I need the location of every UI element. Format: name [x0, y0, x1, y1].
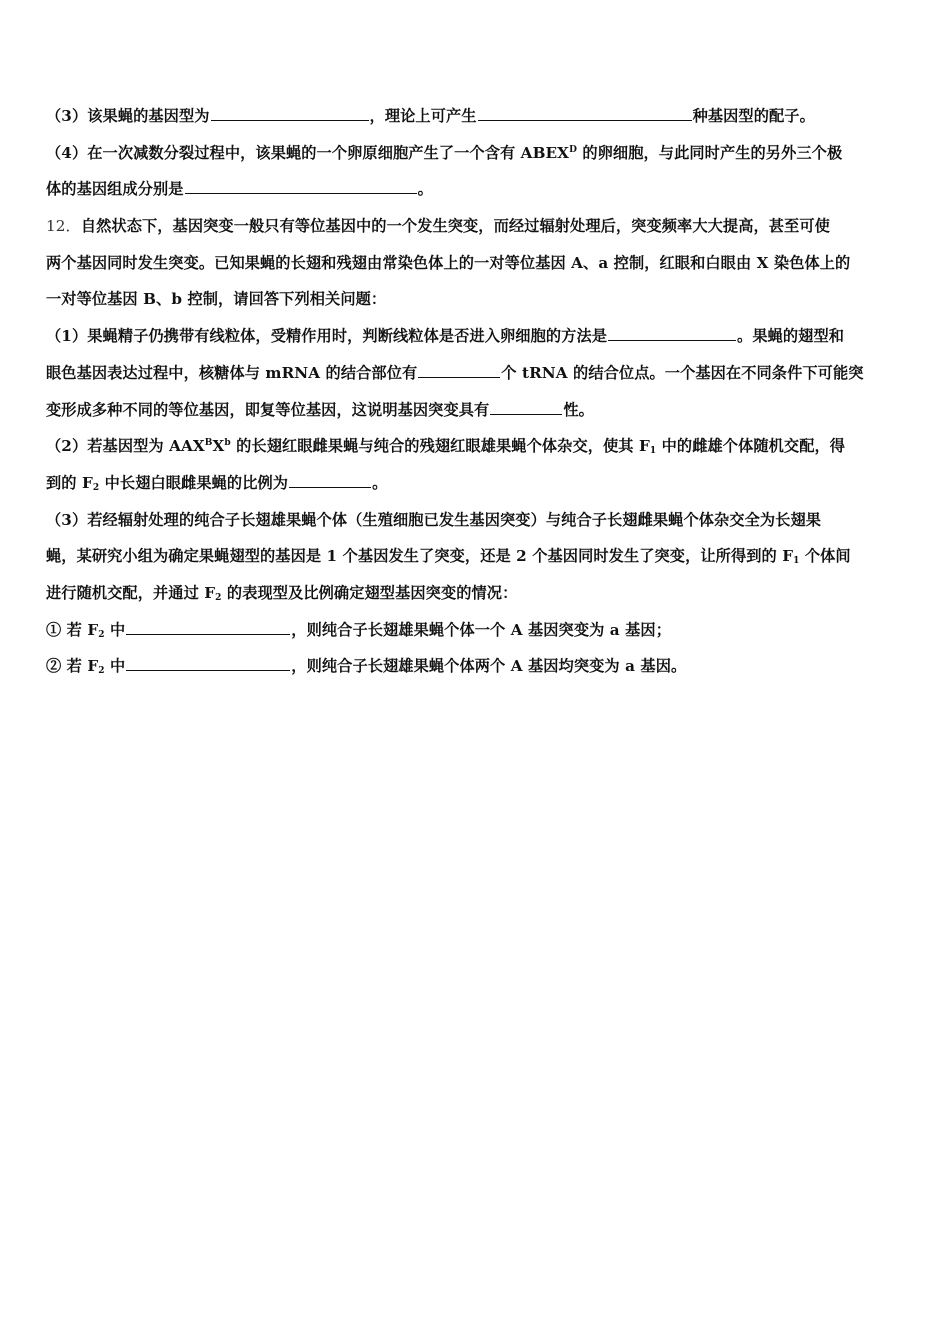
q12-case1-line	[46, 612, 908, 649]
answer-blank-case2[interactable]	[126, 656, 290, 671]
superscript: b	[224, 438, 231, 449]
subscript: 2	[98, 629, 105, 640]
q12-part3-text-3: 个体间	[799, 547, 851, 566]
case1-text: ① 若 F	[46, 620, 99, 639]
q12-part1-line-3	[46, 392, 908, 429]
q12-part3-line-1	[46, 502, 908, 539]
answer-blank-mitochondria-method[interactable]	[608, 326, 736, 341]
q12-case2-line	[46, 648, 908, 685]
q12-part3-text: （3）若经辐射处理的纯合子长翅雄果蝇个体（生殖细胞已发生基因突变）与纯合子长翅雌果蝇个体杂交全为长翅果	[46, 510, 822, 529]
q12-part3-text-5: 的表现型及比例确定翅型基因突变的情况：	[221, 583, 518, 602]
answer-blank-genotype[interactable]	[211, 106, 369, 121]
q11-part4-line	[46, 135, 908, 172]
q11-part4-text: （4）在一次减数分裂过程中，该果蝇的一个卵原细胞产生了一个含有 ABEX	[46, 143, 570, 162]
q12-part1-line-2	[46, 355, 908, 392]
q11-part3-text: （3）该果蝇的基因型为	[46, 107, 210, 125]
superscript: D	[569, 144, 577, 155]
q12-part3-text-4: 进行随机交配，并通过 F	[46, 583, 216, 602]
answer-blank-trna-sites[interactable]	[418, 363, 500, 378]
q11-part4-text-3: 体的基因组成分别是	[46, 180, 184, 199]
answer-blank-gamete-count[interactable]	[478, 106, 692, 121]
q12-part1-text-6: 性。	[563, 400, 594, 419]
q12-part1-text-3: 眼色基因表达过程中，核糖体与 mRNA 的结合部位有	[46, 363, 418, 382]
q12-intro-line-3	[46, 281, 908, 318]
subscript: 1	[793, 556, 800, 567]
answer-blank-mutation-property[interactable]	[490, 400, 562, 415]
q12-part3-line-3	[46, 575, 908, 612]
q12-intro-text: 自然状态下，基因突变一般只有等位基因中的一个发生突变，而经过辐射处理后，突变频率大大提高，甚至可使	[80, 217, 830, 236]
subscript: 1	[649, 446, 657, 457]
superscript: B	[204, 438, 213, 449]
q11-part4-text-2: 的卵细胞，与此同时产生的另外三个极	[576, 143, 843, 162]
q12-intro-line-1	[46, 208, 908, 245]
q12-intro-text-2: 两个基因同时发生突变。已知果蝇的长翅和残翅由常染色体上的一对等位基因 A、a 控制，红眼和白眼由 X 染色体上的	[46, 253, 851, 272]
q12-part2-line-2	[46, 465, 908, 502]
q12-part2-text-2: 的长翅红眼雌果蝇与纯合的残翅红眼雄果蝇个体杂交，使其 F	[230, 437, 650, 456]
q12-part2-text-5: 中长翅白眼雌果蝇的比例为	[99, 473, 289, 492]
case2-text-3: ，则纯合子长翅雄果蝇个体两个 A 基因均突变为 a 基因。	[291, 657, 687, 676]
q11-part4-text-4: 。	[417, 180, 433, 199]
answer-blank-polar-bodies[interactable]	[185, 179, 417, 194]
question-page	[46, 98, 908, 685]
q12-part1-text-5: 变形成多种不同的等位基因，即复等位基因，这说明基因突变具有	[46, 400, 490, 419]
q12-part3-line-2	[46, 538, 908, 575]
case1-text-3: ，则纯合子长翅雄果蝇个体一个 A 基因突变为 a 基因；	[291, 620, 671, 639]
q11-part3-text-2: ，理论上可产生	[369, 107, 477, 125]
q11-part4-line-2	[46, 171, 908, 208]
answer-blank-case1[interactable]	[126, 620, 290, 635]
q12-intro-line-2	[46, 245, 908, 282]
q12-part1-text-2: 。果蝇的翅型和	[737, 327, 845, 346]
subscript: 2	[92, 482, 100, 493]
q12-part2-text-4: 到的 F	[46, 473, 93, 492]
subscript: 2	[98, 666, 105, 677]
case1-text-2: 中	[104, 620, 126, 639]
q11-part3-line	[46, 98, 908, 135]
q12-part2-line-1	[46, 428, 908, 465]
case2-text: ② 若 F	[46, 657, 99, 676]
q11-part3-text-3: 种基因型的配子。	[692, 107, 815, 125]
case2-text-2: 中	[104, 657, 126, 676]
q12-part1-line-1	[46, 318, 908, 355]
question-number: 12．	[46, 217, 81, 236]
q12-intro-text-3: 一对等位基因 B、b 控制，请回答下列相关问题：	[46, 290, 387, 309]
q12-part3-text-2: 蝇，某研究小组为确定果蝇翅型的基因是 1 个基因发生了突变，还是 2 个基因同时发生了突变，让所得到的 F	[46, 547, 794, 566]
q12-part2-text: （2）若基因型为 AAX	[46, 437, 205, 456]
q12-part2-text-3: 中的雌雄个体随机交配，得	[656, 437, 846, 456]
q12-part1-text-4: 个 tRNA 的结合位点。一个基因在不同条件下可能突	[501, 363, 864, 382]
q12-part2-text-x: X	[212, 437, 225, 456]
subscript: 2	[215, 592, 222, 603]
q12-part1-text: （1）果蝇精子仍携带有线粒体，受精作用时，判断线粒体是否进入卵细胞的方法是	[46, 327, 608, 346]
answer-blank-ratio[interactable]	[289, 473, 371, 488]
q12-part2-text-6: 。	[372, 473, 388, 492]
